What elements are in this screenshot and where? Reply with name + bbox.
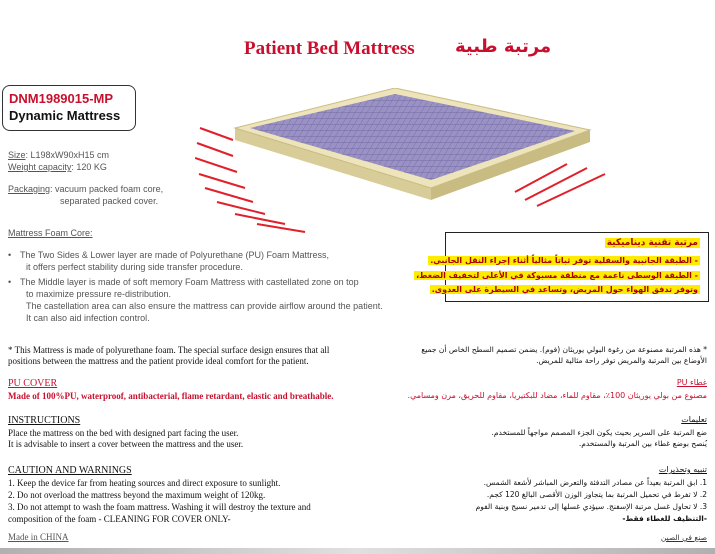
caution-arabic-heading: تنبيه وتحذيرات	[658, 465, 707, 474]
caution-heading: CAUTION AND WARNINGS	[8, 465, 132, 476]
arabic-box-title: مرتبة تقنية ديناميكية	[606, 238, 698, 248]
weight-value: : 120 KG	[71, 162, 107, 172]
instructions-arabic-heading: تعليمات	[681, 415, 707, 424]
feature-1-line-2: it offers perfect stability during side transfer procedure.	[26, 262, 243, 272]
feature-2-line-1: The Middle layer is made of soft memory Foam Mattress with castellated zone on top	[20, 277, 359, 287]
arabic-box-line-2: - الطبقة الوسطى ناعمة مع منطقة مسبوكة في الأعلى لتخفيف الضغط،	[416, 271, 698, 280]
caution-line-4: composition of the foam - CLEANING FOR COVER ONLY-	[8, 514, 231, 524]
mattress-illustration	[195, 88, 615, 238]
note-line-1: * This Mattress is made of polyurethane foam. The special surface design ensures that all	[8, 345, 330, 355]
feature-2-line-2: to maximize pressure re-distribution.	[26, 289, 172, 299]
instructions-arabic-line-2: يُنصح بوضع غطاء بين المرتبة والمستخدم.	[578, 439, 707, 448]
pu-cover-arabic-heading: غطاء PU	[676, 378, 707, 387]
model-box	[2, 85, 136, 131]
bullet-icon: •	[8, 250, 12, 260]
model-code: DNM1989015-MP	[9, 91, 114, 106]
size-value: : L198xW90xH15 cm	[25, 150, 110, 160]
pu-cover-arabic-text: مصنوع من بولي يوريثان 100٪، مقاوم للماء، مضاد للبكتيريا، مقاوم للحريق، مرن ومسامي.	[407, 391, 707, 400]
caution-line-1: 1. Keep the device far from heating sources and direct exposure to sunlight.	[8, 478, 281, 488]
feature-2-line-3: The castellation area can also ensure the mattress can provide airflow around the patient.	[26, 301, 383, 311]
made-in-arabic-label: صنع في الصين	[660, 533, 707, 542]
arabic-features-box	[416, 232, 709, 302]
arabic-box-line-3: وتوفر تدفق الهواء حول المريض، وتساعد في السيطرة على العدوى.	[431, 285, 698, 294]
feature-1-line-1: The Two Sides & Lower layer are made of Polyurethane (PU) Foam Mattress,	[20, 250, 329, 260]
page-title: Patient Bed Mattress	[244, 38, 415, 59]
pu-cover-heading: PU COVER	[8, 378, 58, 389]
packaging-value-1: : vacuum packed foam core,	[50, 184, 164, 194]
features-heading: Mattress Foam Core:	[8, 228, 93, 238]
caution-arabic-line-4: -التنظيف للغطاء فقط-	[622, 514, 707, 523]
model-name: Dynamic Mattress	[9, 108, 121, 123]
note-arabic-line-2: الأوضاع بين المرتبة والمريض توفر راحة مثالية للمريض.	[536, 356, 707, 365]
caution-arabic-line-1: 1. ابق المرتبة بعيداً عن مصادر التدفئة والتعرض المباشر لأشعة الشمس.	[483, 478, 707, 487]
instructions-arabic-line-1: ضع المرتبة على السرير بحيث يكون الجزء المصمم مواجهاً للمستخدم.	[491, 428, 707, 437]
size-spec	[8, 150, 109, 160]
instructions-line-1: Place the mattress on the bed with designed part facing the user.	[8, 428, 239, 438]
made-in-label: Made in CHINA	[8, 532, 69, 542]
caution-arabic-line-2: 2. لا تفرط في تحميل المرتبة بما يتجاوز الوزن الأقصى البالغ 120 كجم.	[486, 490, 707, 499]
size-label: Size	[8, 150, 26, 160]
packaging-label: Packaging	[8, 184, 51, 194]
packaging-spec	[8, 184, 163, 194]
note-line-2: positions between the mattress and the patient provide ideal comfort for the patient.	[8, 356, 309, 366]
packaging-value-2: separated packed cover.	[60, 196, 159, 206]
instructions-line-2: It is advisable to insert a cover between the mattress and the user.	[8, 439, 244, 449]
feature-bullet-2	[8, 276, 383, 324]
caution-arabic-line-3: 3. لا تحاول غسل مرتبة الإسفنج. سيؤدي غسلها إلى تدمير نسيج وبنية الفوم	[475, 502, 707, 511]
pu-cover-text: Made of 100%PU, waterproof, antibacterial, flame retardant, elastic and breathable.	[8, 391, 334, 401]
weight-spec	[8, 162, 107, 172]
note-arabic-line-1: * هذه المرتبة مصنوعة من رغوة البولي يوريثان (فوم). يضمن تصميم السطح الخاص أن جميع	[421, 345, 707, 354]
caution-line-3: 3. Do not attempt to wash the foam mattress. Washing it will destroy the texture and	[8, 502, 311, 512]
caution-line-2: 2. Do not overload the mattress beyond the maximum weight of 120kg.	[8, 490, 266, 500]
arabic-box-line-1: - الطبقة الجانبية والسفلية توفر ثباتاً مثالياً أثناء إجراء النقل الجانبي.	[430, 256, 698, 265]
bottom-divider	[0, 548, 715, 554]
page-title-arabic: مرتبة طبية	[455, 36, 552, 57]
instructions-heading: INSTRUCTIONS	[8, 415, 81, 426]
weight-label: Weight capacity	[8, 162, 72, 172]
feature-bullet-1	[8, 249, 329, 273]
bullet-icon: •	[8, 277, 12, 287]
feature-2-line-4: It can also aid infection control.	[26, 313, 150, 323]
